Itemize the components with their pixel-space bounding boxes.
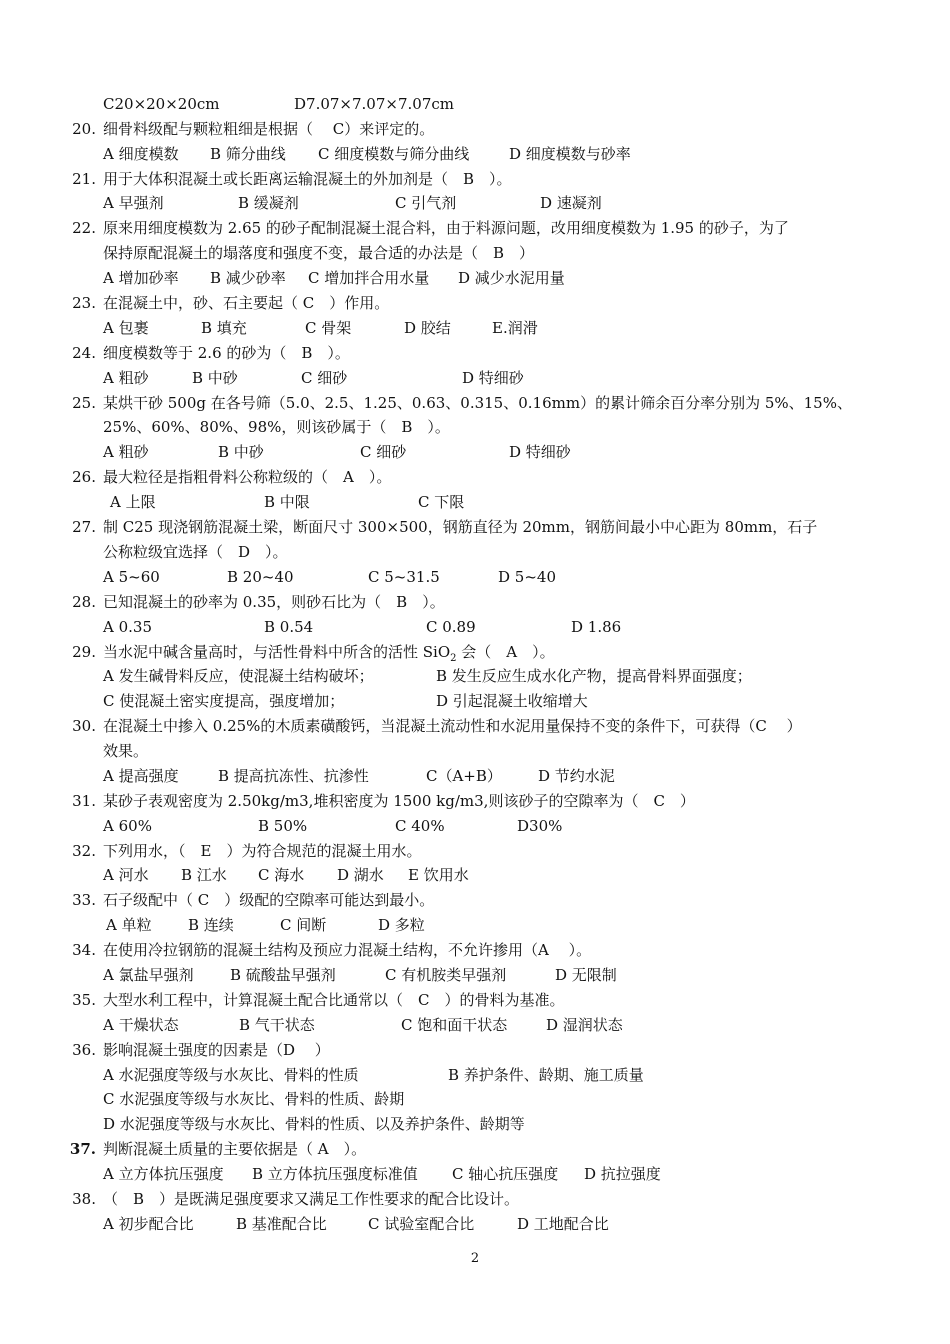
option: B 基准配合比 xyxy=(236,1215,327,1233)
option: C 引气剂 xyxy=(395,194,457,212)
option: C 轴心抗压强度 xyxy=(452,1165,559,1183)
question-text: 某砂子表观密度为 2.50kg/m3,堆积密度为 1500 kg/m3,则该砂子的空隙率为（ C ） xyxy=(103,792,695,810)
option: B 硫酸盐早强剂 xyxy=(230,966,336,984)
question-text-continued: 公称粒级宜选择（ D ）。 xyxy=(103,543,288,561)
question-text-part: 会（ A ）。 xyxy=(456,643,555,661)
question-number: 34. xyxy=(72,941,96,959)
question-number: 35. xyxy=(72,991,96,1009)
option: B 江水 xyxy=(181,866,227,884)
option: B 中砂 xyxy=(192,369,238,387)
question-number: 37. xyxy=(69,1140,96,1158)
option: A 早强剂 xyxy=(103,194,164,212)
option: A 60% xyxy=(103,817,152,835)
option: A 上限 xyxy=(110,493,156,511)
option: C 0.89 xyxy=(426,618,476,636)
option: C 骨架 xyxy=(305,319,352,337)
question-number: 25. xyxy=(72,394,96,412)
question-text: 原来用细度模数为 2.65 的砂子配制混凝土混合料，由于料源问题，改用细度模数为 1.95 的砂子，为了 xyxy=(103,219,789,237)
option: C（A+B） xyxy=(426,767,502,785)
option: D 速凝剂 xyxy=(540,194,602,212)
question-number: 38. xyxy=(72,1190,96,1208)
option: A 干燥状态 xyxy=(103,1016,179,1034)
question-text: 已知混凝土的砂率为 0.35，则砂石比为（ B ）。 xyxy=(103,593,445,611)
question-text: （ B ）是既满足强度要求又满足工作性要求的配合比设计。 xyxy=(103,1190,520,1208)
option: C 细度模数与筛分曲线 xyxy=(318,145,470,163)
option: D 减少水泥用量 xyxy=(458,269,565,287)
option: D 胶结 xyxy=(404,319,451,337)
question-text: 细骨料级配与颗粒粗细是根据（ C）来评定的。 xyxy=(103,120,435,138)
option: D 水泥强度等级与水灰比、骨料的性质、以及养护条件、龄期等 xyxy=(103,1115,525,1133)
question-number: 30. xyxy=(72,717,96,735)
option: C 间断 xyxy=(280,916,327,934)
question-text: 判断混凝土质量的主要依据是（ A ）。 xyxy=(103,1140,367,1158)
question-text: 在混凝土中掺入 0.25%的木质素磺酸钙，当混凝土流动性和水泥用量保持不变的条件下，可获得（C ） xyxy=(103,717,802,735)
option: D 引起混凝土收缩增大 xyxy=(436,692,588,710)
question-text: 制 C25 现浇钢筋混凝土梁，断面尺寸 300×500，钢筋直径为 20mm，钢筋间最小中心距为 80mm，石子 xyxy=(103,518,818,536)
question-text-continued: 效果。 xyxy=(103,742,149,760)
option: C 有机胺类早强剂 xyxy=(385,966,507,984)
option: D 1.86 xyxy=(571,618,622,636)
question-number: 31. xyxy=(72,792,96,810)
option: C 增加拌合用水量 xyxy=(308,269,430,287)
option: D 湖水 xyxy=(337,866,384,884)
option: C20×20×20cm xyxy=(103,95,220,113)
question-number: 24. xyxy=(72,344,96,362)
option: A 细度模数 xyxy=(103,145,179,163)
option: B 减少砂率 xyxy=(210,269,286,287)
option: B 中砂 xyxy=(218,443,264,461)
option: A 包裹 xyxy=(103,319,149,337)
option: A 0.35 xyxy=(103,618,152,636)
option: A 增加砂率 xyxy=(103,269,179,287)
option: C 细砂 xyxy=(301,369,348,387)
subscript: 2 xyxy=(450,653,457,664)
option: B 养护条件、龄期、施工质量 xyxy=(448,1066,644,1084)
option: C 海水 xyxy=(258,866,305,884)
question-text: 某烘干砂 500g 在各号筛（5.0、2.5、1.25、0.63、0.315、0.16mm）的累计筛余百分率分别为 5%、15%、 xyxy=(103,394,852,412)
option: D 工地配合比 xyxy=(517,1215,609,1233)
question-text-part: 当水泥中碱含量高时，与活性骨料中所含的活性 SiO xyxy=(103,643,451,661)
option: A 提高强度 xyxy=(103,767,179,785)
option: E 饮用水 xyxy=(408,866,469,884)
question-number: 21. xyxy=(72,170,96,188)
option: B 0.54 xyxy=(264,618,314,636)
option: D7.07×7.07×7.07cm xyxy=(294,95,454,113)
option: D 湿润状态 xyxy=(546,1016,623,1034)
option: C 下限 xyxy=(418,493,465,511)
question-text: 最大粒径是指粗骨料公称粒级的（ A ）。 xyxy=(103,468,392,486)
option: B 气干状态 xyxy=(239,1016,315,1034)
option: B 50% xyxy=(258,817,308,835)
option: B 中限 xyxy=(264,493,310,511)
question-text: 在使用冷拉钢筋的混凝土结构及预应力混凝土结构，不允许掺用（A ）。 xyxy=(103,941,592,959)
option: D 多粒 xyxy=(378,916,425,934)
option: D 特细砂 xyxy=(509,443,571,461)
question-number: 32. xyxy=(72,842,96,860)
question-number: 20. xyxy=(72,120,96,138)
option: A 河水 xyxy=(103,866,149,884)
question-number: 23. xyxy=(72,294,96,312)
option: B 提高抗冻性、抗渗性 xyxy=(218,767,369,785)
option: B 立方体抗压强度标准值 xyxy=(252,1165,418,1183)
option: D30% xyxy=(517,817,563,835)
question-number: 22. xyxy=(72,219,96,237)
question-text: 在混凝土中，砂、石主要起（ C ）作用。 xyxy=(103,294,390,312)
option: C 水泥强度等级与水灰比、骨料的性质、龄期 xyxy=(103,1090,405,1108)
option: A 5~60 xyxy=(103,568,160,586)
option: D 节约水泥 xyxy=(538,767,615,785)
option: C 试验室配合比 xyxy=(368,1215,475,1233)
question-number: 36. xyxy=(72,1041,96,1059)
page-number: 2 xyxy=(470,1251,480,1266)
option: B 20~40 xyxy=(227,568,294,586)
option: B 填充 xyxy=(201,319,247,337)
option: D 5~40 xyxy=(498,568,556,586)
option: A 水泥强度等级与水灰比、骨料的性质 xyxy=(103,1066,359,1084)
question-text: 大型水利工程中，计算混凝土配合比通常以（ C ）的骨料为基准。 xyxy=(103,991,565,1009)
question-text-continued: 25%、60%、80%、98%，则该砂属于（ B ）。 xyxy=(103,418,450,436)
question-text: 影响混凝土强度的因素是（D ） xyxy=(103,1041,330,1059)
option: A 发生碱骨料反应，使混凝土结构破坏； xyxy=(103,667,374,685)
option: A 单粒 xyxy=(106,916,152,934)
question-number: 29. xyxy=(72,643,96,661)
option: B 发生反应生成水化产物，提高骨料界面强度； xyxy=(436,667,752,685)
option: C 40% xyxy=(395,817,445,835)
option: D 细度模数与砂率 xyxy=(509,145,631,163)
option: A 粗砂 xyxy=(103,369,149,387)
option: D 无限制 xyxy=(555,966,617,984)
question-number: 27. xyxy=(72,518,96,536)
question-text: 下列用水，（ E ）为符合规范的混凝土用水。 xyxy=(103,842,422,860)
option: B 缓凝剂 xyxy=(238,194,299,212)
option: E.润滑 xyxy=(492,319,538,337)
option: A 粗砂 xyxy=(103,443,149,461)
question-number: 33. xyxy=(72,891,96,909)
question-number: 28. xyxy=(72,593,96,611)
option: B 连续 xyxy=(188,916,234,934)
option: B 筛分曲线 xyxy=(210,145,286,163)
option: C 饱和面干状态 xyxy=(401,1016,508,1034)
question-text: 石子级配中（ C ）级配的空隙率可能达到最小。 xyxy=(103,891,435,909)
question-text-continued: 保持原配混凝土的塌落度和强度不变，最合适的办法是（ B ） xyxy=(103,244,535,262)
option: A 初步配合比 xyxy=(103,1215,194,1233)
option: D 特细砂 xyxy=(462,369,524,387)
option: A 立方体抗压强度 xyxy=(103,1165,224,1183)
option: D 抗拉强度 xyxy=(584,1165,661,1183)
option: C 使混凝土密实度提高，强度增加； xyxy=(103,692,345,710)
option: C 细砂 xyxy=(360,443,407,461)
option: A 氯盐早强剂 xyxy=(103,966,194,984)
question-text: 用于大体积混凝土或长距离运输混凝土的外加剂是（ B ）。 xyxy=(103,170,512,188)
question-text: 细度模数等于 2.6 的砂为（ B ）。 xyxy=(103,344,350,362)
option: C 5~31.5 xyxy=(368,568,440,586)
question-number: 26. xyxy=(72,468,96,486)
